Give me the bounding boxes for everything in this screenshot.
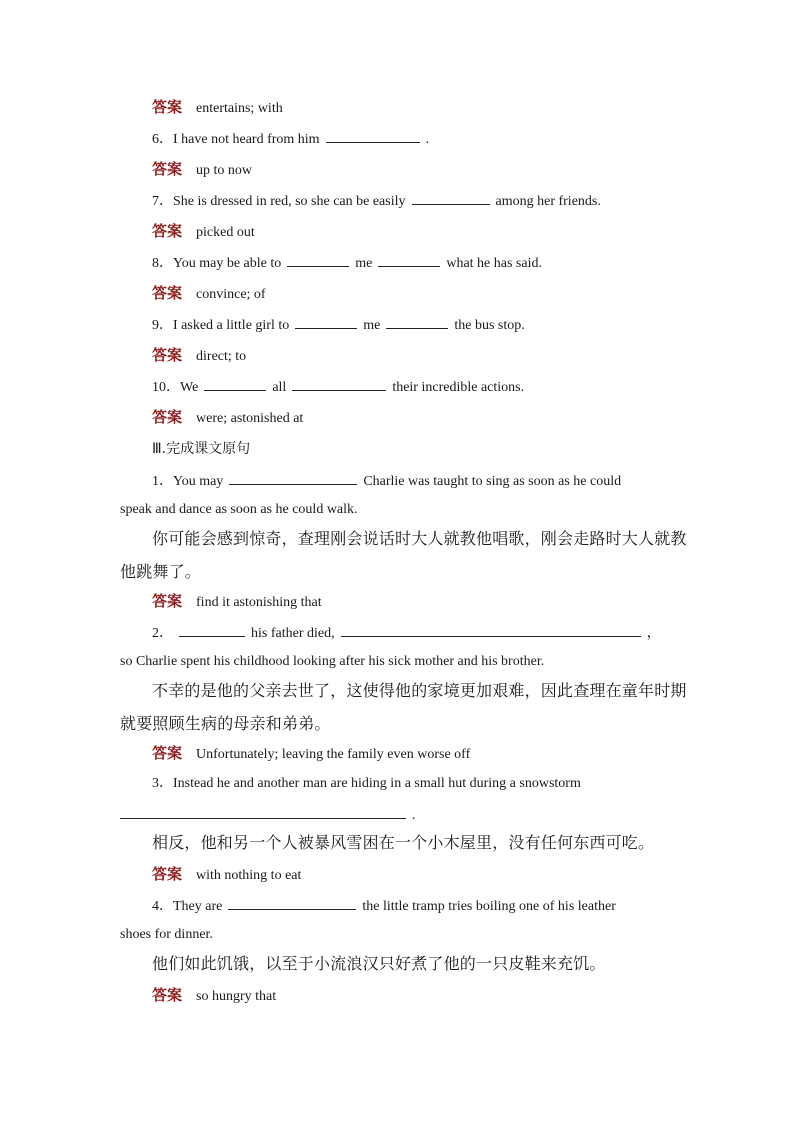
question-10 (120, 376, 704, 398)
answer-text: up to now (196, 163, 253, 178)
answer-label: 答案 (152, 160, 183, 178)
answer-text: Unfortunately; leaving the family even worse off (196, 747, 471, 762)
answer-blank[interactable] (341, 622, 641, 637)
question-number: 9． (152, 318, 173, 333)
question-number: 8． (152, 256, 173, 271)
answer-blank[interactable] (120, 804, 406, 819)
answer-line (120, 159, 704, 181)
answer-line (120, 591, 704, 613)
sentence-1-line-2: speak and dance as soon as he could walk. (120, 502, 358, 517)
question-text: You may be able to (173, 256, 282, 271)
answer-label: 答案 (152, 986, 183, 1004)
question-number: 6． (152, 132, 173, 147)
answer-line (120, 97, 704, 119)
answer-line (120, 985, 704, 1007)
answer-label: 答案 (152, 408, 183, 426)
sentence-text: ， (646, 626, 661, 641)
answer-text: so hungry that (196, 989, 277, 1004)
question-text: I have not heard from him (173, 132, 320, 147)
answer-label: 答案 (152, 222, 183, 240)
answer-label: 答案 (152, 346, 183, 364)
sentence-4-line-2: shoes for dinner. (120, 927, 213, 942)
question-9 (120, 314, 704, 336)
answer-text: convince; of (196, 287, 266, 302)
sentence-3-line-2 (120, 804, 672, 826)
sentence-2-line-2: so Charlie spent his childhood looking after his sick mother and his brother. (120, 654, 545, 669)
answer-blank[interactable] (287, 252, 349, 267)
answer-label: 答案 (152, 98, 183, 116)
answer-blank[interactable] (204, 376, 266, 391)
answer-line (120, 743, 704, 765)
sentence-2-translation-line-2: 就要照顾生病的母亲和弟弟。 (120, 714, 331, 733)
sentence-2-translation-line-1: 不幸的是他的父亲去世了，这使得他的家境更加艰难，因此查理在童年时期 (152, 681, 687, 700)
sentence-text: . (412, 808, 416, 823)
answer-blank[interactable] (386, 314, 448, 329)
answer-label: 答案 (152, 592, 183, 610)
question-text: the bus stop. (454, 318, 525, 333)
question-text: She is dressed in red, so she can be easily (173, 194, 406, 209)
answer-blank[interactable] (412, 190, 490, 205)
answer-text: were; astonished at (196, 411, 304, 426)
answer-blank[interactable] (292, 376, 386, 391)
sentence-text: his father died, (251, 626, 335, 641)
sentence-4-line-1 (120, 895, 704, 917)
answer-label: 答案 (152, 865, 183, 883)
question-text: I asked a little girl to (173, 318, 290, 333)
sentence-text: 1．You may (152, 474, 224, 489)
sentence-3-line-1: 3．Instead he and another man are hiding in a small hut during a snowstorm (152, 776, 581, 791)
answer-line (120, 221, 704, 243)
sentence-1-translation-line-1: 你可能会感到惊奇，查理刚会说话时大人就教他唱歌，刚会走路时大人就教 (152, 529, 687, 548)
sentence-text: the little tramp tries boiling one of his leather (362, 899, 616, 914)
answer-label: 答案 (152, 284, 183, 302)
answer-line (120, 407, 704, 429)
answer-text: picked out (196, 225, 255, 240)
answer-line (120, 345, 704, 367)
question-7 (120, 190, 704, 212)
section-heading: Ⅲ.完成课文原句 (152, 441, 251, 457)
answer-text: find it astonishing that (196, 595, 322, 610)
answer-line (120, 864, 704, 886)
sentence-2-line-1 (120, 622, 704, 644)
answer-blank[interactable] (228, 895, 356, 910)
question-text: all (272, 380, 287, 395)
question-text: me (355, 256, 373, 271)
answer-text: with nothing to eat (196, 868, 302, 883)
question-number: 7． (152, 194, 173, 209)
sentence-text: 2． (152, 626, 173, 641)
answer-blank[interactable] (229, 470, 357, 485)
answer-line (120, 283, 704, 305)
answer-text: entertains; with (196, 101, 283, 116)
question-8 (120, 252, 704, 274)
answer-blank[interactable] (295, 314, 357, 329)
question-6 (120, 128, 704, 150)
question-number: 10． (152, 380, 180, 395)
sentence-text: Charlie was taught to sing as soon as he could (363, 474, 622, 489)
answer-blank[interactable] (179, 622, 245, 637)
sentence-text: 4．They are (152, 899, 223, 914)
sentence-1-translation-line-2: 他跳舞了。 (120, 562, 202, 581)
question-text: . (425, 132, 430, 147)
answer-text: direct; to (196, 349, 247, 364)
sentence-1-line-1 (120, 470, 704, 492)
question-text: their incredible actions. (392, 380, 525, 395)
sentence-4-translation: 他们如此饥饿，以至于小流浪汉只好煮了他的一只皮鞋来充饥。 (152, 954, 606, 973)
sentence-3-translation: 相反，他和另一个人被暴风雪困在一个小木屋里，没有任何东西可吃。 (152, 833, 655, 852)
answer-label: 答案 (152, 744, 183, 762)
answer-blank[interactable] (378, 252, 440, 267)
answer-blank[interactable] (326, 128, 420, 143)
question-text: me (363, 318, 381, 333)
question-text: We (180, 380, 199, 395)
question-text: what he has said. (446, 256, 542, 271)
question-text: among her friends. (495, 194, 601, 209)
